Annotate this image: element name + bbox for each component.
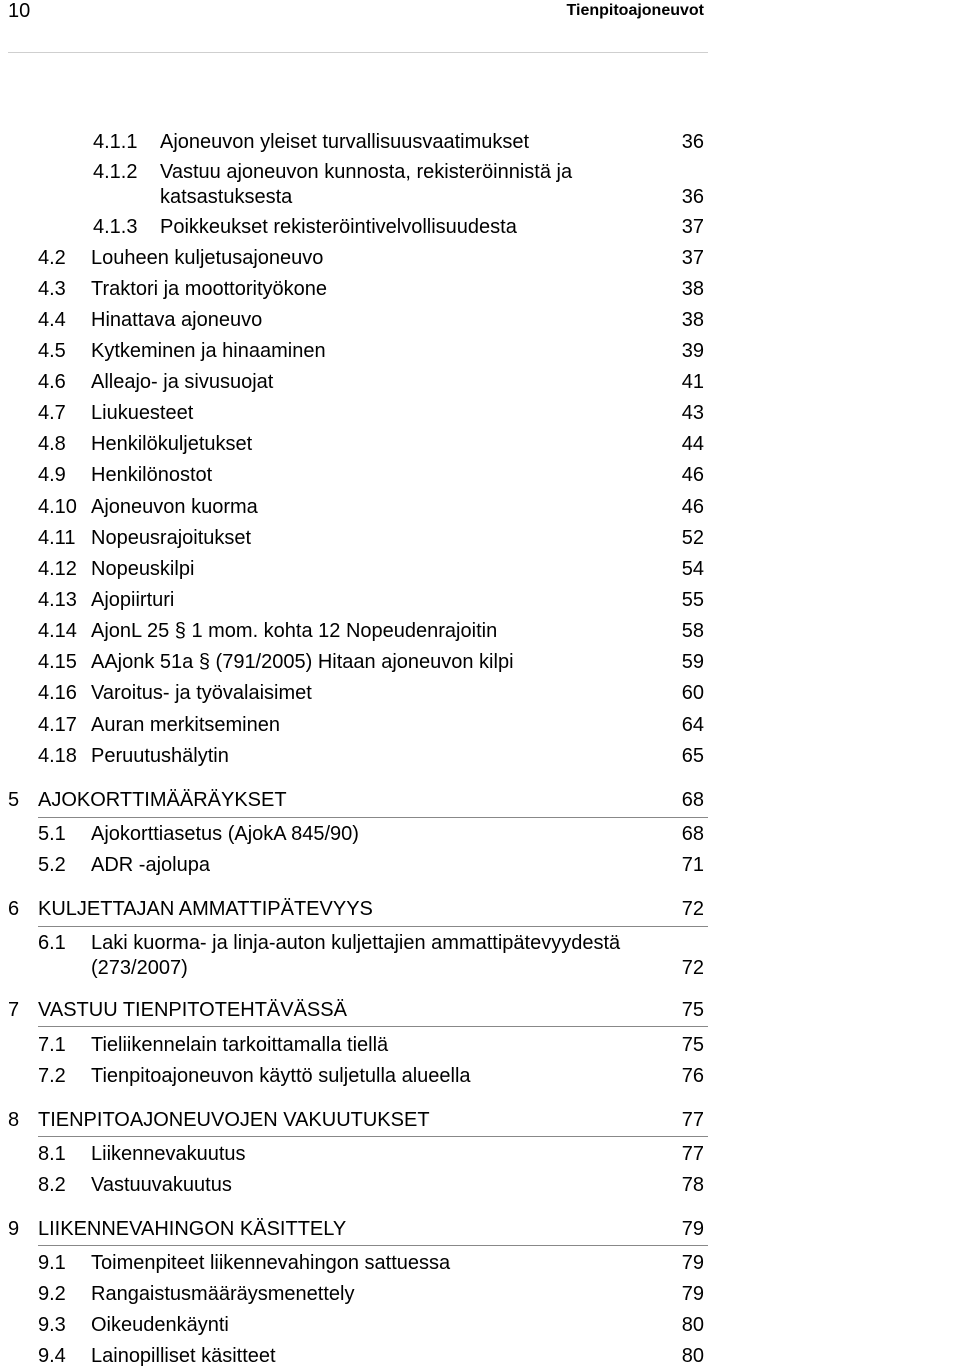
toc-entry-page: 39 bbox=[681, 340, 704, 362]
toc-entry-page: 38 bbox=[681, 309, 704, 331]
toc-entry-title: Nopeusrajoitukset bbox=[91, 527, 252, 549]
toc-entry-title: Toimenpiteet liikennevahingon sattuessa bbox=[91, 1252, 451, 1274]
toc-entry-title: Laki kuorma- ja linja-auton kuljettajien ammattipätevyydestä bbox=[91, 932, 621, 954]
toc-entry-number: 4.17 bbox=[38, 714, 77, 736]
toc-entry-page: 77 bbox=[681, 1143, 704, 1165]
toc-entry bbox=[0, 785, 960, 815]
toc-entry-page: 46 bbox=[681, 496, 704, 518]
toc-entry-title: Ajoneuvon kuorma bbox=[91, 496, 258, 518]
toc-entry-title: Alleajo- ja sivusuojat bbox=[91, 371, 274, 393]
running-title: Tienpitoajoneuvot bbox=[566, 2, 704, 19]
toc-entry-page: 60 bbox=[681, 682, 704, 704]
toc-entry-number: 4.5 bbox=[38, 340, 66, 362]
toc-entry bbox=[0, 523, 960, 553]
page-number: 10 bbox=[8, 0, 31, 22]
toc-entry-title: Tieliikennelain tarkoittamalla tiellä bbox=[91, 1034, 389, 1056]
toc-entry-number: 6 bbox=[8, 898, 20, 920]
toc-entry-title: Henkilökuljetukset bbox=[91, 433, 253, 455]
toc-entry-title: LIIKENNEVAHINGON KÄSITTELY bbox=[38, 1218, 347, 1240]
toc-entry-number: 4.14 bbox=[38, 620, 77, 642]
toc-entry-title: Kytkeminen ja hinaaminen bbox=[91, 340, 326, 362]
toc-entry-page: 78 bbox=[681, 1174, 704, 1196]
toc-entry-title: Lainopilliset käsitteet bbox=[91, 1345, 276, 1367]
toc-entry-title-continuation: katsastuksesta bbox=[160, 186, 293, 208]
toc-entry-title: Poikkeukset rekisteröintivelvollisuudesta bbox=[160, 216, 517, 238]
toc-entry-page: 54 bbox=[681, 558, 704, 580]
toc-entry-number: 9.4 bbox=[38, 1345, 66, 1367]
toc-entry bbox=[0, 710, 960, 740]
toc-entry-number: 4.16 bbox=[38, 682, 77, 704]
toc-entry bbox=[0, 1061, 960, 1091]
toc-entry bbox=[0, 398, 960, 428]
toc-entry-number: 7 bbox=[8, 999, 20, 1021]
toc-entry-number: 4.11 bbox=[38, 527, 76, 549]
toc-entry-title: Liukuesteet bbox=[91, 402, 194, 424]
toc-entry-number: 4.2 bbox=[38, 247, 66, 269]
toc-entry bbox=[0, 212, 960, 242]
toc-entry-title: AJOKORTTIMÄÄRÄYKSET bbox=[38, 789, 287, 811]
toc-entry-page: 37 bbox=[681, 247, 704, 269]
section-divider bbox=[38, 817, 708, 818]
toc-entry bbox=[0, 1030, 960, 1060]
toc-entry-number: 4.13 bbox=[38, 589, 77, 611]
toc-entry bbox=[0, 305, 960, 335]
toc-entry bbox=[0, 1214, 960, 1244]
toc-entry bbox=[0, 894, 960, 924]
toc-entry-title: Ajoneuvon yleiset turvallisuusvaatimukset bbox=[160, 131, 530, 153]
toc-entry-page: 79 bbox=[681, 1283, 704, 1305]
toc-entry-number: 8.2 bbox=[38, 1174, 66, 1196]
toc-entry-page: 80 bbox=[681, 1345, 704, 1367]
toc-entry bbox=[0, 928, 960, 979]
toc-entry-title: Rangaistusmääräysmenettely bbox=[91, 1283, 355, 1305]
toc-entry-title: Ajopiirturi bbox=[91, 589, 175, 611]
toc-entry bbox=[0, 127, 960, 157]
toc-entry bbox=[0, 492, 960, 522]
toc-entry-page: 68 bbox=[681, 823, 704, 845]
section-divider bbox=[38, 1136, 708, 1137]
toc-entry-page: 43 bbox=[681, 402, 704, 424]
toc-entry-title: Oikeudenkäynti bbox=[91, 1314, 229, 1336]
toc-entry bbox=[0, 1248, 960, 1278]
toc-entry-number: 5 bbox=[8, 789, 20, 811]
toc-entry bbox=[0, 647, 960, 677]
toc-entry-number: 7.2 bbox=[38, 1065, 66, 1087]
toc-entry-title: Ajokorttiasetus (AjokA 845/90) bbox=[91, 823, 359, 845]
toc-entry-number: 7.1 bbox=[38, 1034, 66, 1056]
toc-entry-page: 55 bbox=[681, 589, 704, 611]
toc-entry bbox=[0, 585, 960, 615]
toc-entry bbox=[0, 1341, 960, 1371]
toc-entry-page: 72 bbox=[681, 957, 704, 979]
toc-entry-page: 36 bbox=[681, 186, 704, 208]
section-divider bbox=[38, 1245, 708, 1246]
toc-entry-page: 37 bbox=[681, 216, 704, 238]
toc-entry-page: 79 bbox=[681, 1218, 704, 1240]
toc-entry-title: Louheen kuljetusajoneuvo bbox=[91, 247, 324, 269]
toc-entry-title: Liikennevakuutus bbox=[91, 1143, 246, 1165]
toc-entry-page: 68 bbox=[681, 789, 704, 811]
toc-entry bbox=[0, 819, 960, 849]
toc-entry-page: 44 bbox=[681, 433, 704, 455]
section-divider bbox=[38, 926, 708, 927]
toc-entry-number: 4.1.3 bbox=[93, 216, 138, 238]
toc-entry-page: 79 bbox=[681, 1252, 704, 1274]
section-divider bbox=[38, 1026, 708, 1027]
toc-entry-title: Vastuu ajoneuvon kunnosta, rekisteröinnistä ja bbox=[160, 161, 573, 183]
toc-entry-title: Tienpitoajoneuvon käyttö suljetulla alueella bbox=[91, 1065, 471, 1087]
toc-entry bbox=[0, 243, 960, 273]
toc-entry-number: 4.6 bbox=[38, 371, 66, 393]
toc-entry-number: 4.1.2 bbox=[93, 161, 138, 183]
toc-entry-page: 46 bbox=[681, 464, 704, 486]
toc-entry-page: 52 bbox=[681, 527, 704, 549]
toc-entry-page: 41 bbox=[681, 371, 704, 393]
toc-entry-title: Peruutushälytin bbox=[91, 745, 229, 767]
toc-entry-number: 4.12 bbox=[38, 558, 77, 580]
toc-entry-title: Varoitus- ja työvalaisimet bbox=[91, 682, 312, 704]
toc-entry-title: Hinattava ajoneuvo bbox=[91, 309, 263, 331]
toc-entry-number: 4.1.1 bbox=[93, 131, 138, 153]
toc-entry-number: 8 bbox=[8, 1109, 20, 1131]
toc-entry bbox=[0, 554, 960, 584]
toc-entry-page: 75 bbox=[681, 1034, 704, 1056]
toc-entry-number: 8.1 bbox=[38, 1143, 66, 1165]
toc-entry bbox=[0, 1170, 960, 1200]
toc-entry-number: 4.4 bbox=[38, 309, 66, 331]
toc-entry-page: 71 bbox=[681, 854, 704, 876]
toc-entry-title: Vastuuvakuutus bbox=[91, 1174, 232, 1196]
toc-entry-title: Auran merkitseminen bbox=[91, 714, 280, 736]
toc-entry-number: 4.15 bbox=[38, 651, 77, 673]
toc-entry-title: TIENPITOAJONEUVOJEN VAKUUTUKSET bbox=[38, 1109, 430, 1131]
toc-entry bbox=[0, 1310, 960, 1340]
toc-entry-title: Henkilönostot bbox=[91, 464, 213, 486]
toc-entry-title: Traktori ja moottorityökone bbox=[91, 278, 328, 300]
toc-entry-title: ADR -ajolupa bbox=[91, 854, 210, 876]
toc-entry-number: 9 bbox=[8, 1218, 20, 1240]
toc-entry-number: 5.1 bbox=[38, 823, 66, 845]
toc-entry-page: 76 bbox=[681, 1065, 704, 1087]
toc-entry bbox=[0, 741, 960, 771]
toc-entry bbox=[0, 678, 960, 708]
toc-entry bbox=[0, 367, 960, 397]
toc-entry-number: 4.8 bbox=[38, 433, 66, 455]
toc-entry-page: 38 bbox=[681, 278, 704, 300]
toc-entry bbox=[0, 850, 960, 880]
toc-entry-title: AAjonk 51a § (791/2005) Hitaan ajoneuvon kilpi bbox=[91, 651, 514, 673]
toc-entry-number: 6.1 bbox=[38, 932, 66, 954]
toc-entry-title-continuation: (273/2007) bbox=[91, 957, 188, 979]
toc-entry-page: 75 bbox=[681, 999, 704, 1021]
toc-entry-title: AjonL 25 § 1 mom. kohta 12 Nopeudenrajoitin bbox=[91, 620, 498, 642]
toc-entry bbox=[0, 274, 960, 304]
toc-entry-number: 4.9 bbox=[38, 464, 66, 486]
toc-entry-page: 59 bbox=[681, 651, 704, 673]
toc-entry bbox=[0, 336, 960, 366]
toc-entry-number: 9.1 bbox=[38, 1252, 66, 1274]
toc-entry-title: VASTUU TIENPITOTEHTÄVÄSSÄ bbox=[38, 999, 347, 1021]
toc-entry-page: 77 bbox=[681, 1109, 704, 1131]
toc-entry-number: 4.7 bbox=[38, 402, 66, 424]
toc-entry-number: 4.3 bbox=[38, 278, 66, 300]
toc-entry-page: 80 bbox=[681, 1314, 704, 1336]
toc-entry-title: KULJETTAJAN AMMATTIPÄTEVYYS bbox=[38, 898, 373, 920]
toc-entry-page: 72 bbox=[681, 898, 704, 920]
toc-entry bbox=[0, 1139, 960, 1169]
toc-entry-page: 36 bbox=[681, 131, 704, 153]
toc-entry bbox=[0, 616, 960, 646]
toc-entry-number: 4.18 bbox=[38, 745, 77, 767]
toc-entry bbox=[0, 460, 960, 490]
toc-entry bbox=[0, 429, 960, 459]
toc-entry bbox=[0, 157, 960, 208]
toc-entry-page: 65 bbox=[681, 745, 704, 767]
toc-entry-number: 9.3 bbox=[38, 1314, 66, 1336]
toc-entry-number: 9.2 bbox=[38, 1283, 66, 1305]
toc-entry-title: Nopeuskilpi bbox=[91, 558, 195, 580]
toc-entry bbox=[0, 1279, 960, 1309]
toc-entry-number: 4.10 bbox=[38, 496, 77, 518]
toc-entry-page: 58 bbox=[681, 620, 704, 642]
toc-entry bbox=[0, 995, 960, 1025]
toc-entry-page: 64 bbox=[681, 714, 704, 736]
toc-entry-number: 5.2 bbox=[38, 854, 66, 876]
toc-entry bbox=[0, 1105, 960, 1135]
